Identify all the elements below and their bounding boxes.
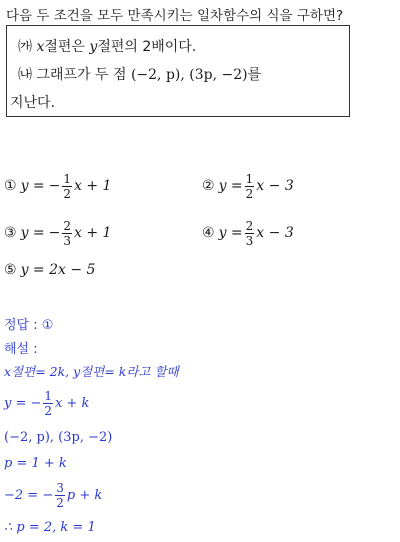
choice-4[interactable]	[202, 217, 294, 249]
choice-4-rest: x − 3	[256, 225, 294, 241]
choice-2-lhs: y =	[218, 178, 243, 194]
choice-2-rest: x − 3	[256, 178, 294, 194]
choice-1[interactable]	[4, 170, 111, 202]
choice-5[interactable]	[4, 254, 95, 286]
condition-2-mark: ㈏	[18, 67, 32, 83]
choice-1-rest: x + 1	[74, 178, 112, 194]
explanation-label: 해설 :	[4, 342, 38, 357]
choice-1-lhs: y =	[20, 178, 45, 194]
choice-4-fraction: $\frac{2}{3}$	[245, 218, 254, 248]
choice-3-lhs: y =	[20, 225, 45, 241]
question-title: 다음 두 조건을 모두 만족시키는 일차함수의 식을 구하면?	[6, 8, 344, 24]
choice-2[interactable]	[202, 170, 294, 202]
condition-2	[18, 64, 261, 84]
condition-1-var-y: y	[89, 39, 98, 55]
solution-line-4: p = 1 + k	[4, 456, 67, 471]
choice-3-fraction: $\frac{2}{3}$	[63, 218, 72, 248]
choice-3-rest: x + 1	[74, 225, 112, 241]
choice-1-fraction: $\frac{1}{2}$	[63, 171, 72, 201]
condition-1-text1: 절편은	[44, 39, 85, 55]
solution-line-2: y = − $\frac{1}{2}$ x + k	[4, 388, 90, 418]
condition-2-line2: 지난다.	[10, 95, 56, 111]
choice-2-number: ②	[202, 178, 215, 194]
condition-2-points: (−2, p), (3p, −2)	[130, 67, 248, 83]
condition-2-tail: 를	[247, 67, 262, 83]
choice-4-number: ④	[202, 225, 215, 241]
choice-3-sign: −	[48, 225, 61, 241]
condition-1-var-x: x	[36, 39, 45, 55]
choice-4-lhs: y =	[218, 225, 243, 241]
condition-1	[18, 36, 196, 56]
choice-5-expr: y = 2x − 5	[20, 262, 96, 278]
choice-5-number: ⑤	[4, 262, 17, 278]
solution-line-6: ∴ p = 2, k = 1	[4, 520, 96, 535]
condition-1-text2: 절편의 2배이다.	[97, 39, 197, 55]
choice-3-number: ③	[4, 225, 17, 241]
solution-line-1: x절편= 2k, y절편= k라고 할때	[4, 364, 179, 379]
choice-1-sign: −	[48, 178, 61, 194]
condition-2-text: 그래프가 두 점	[36, 67, 127, 83]
choice-2-fraction: $\frac{1}{2}$	[245, 171, 254, 201]
solution-line-3: (−2, p), (3p, −2)	[4, 430, 113, 445]
choice-1-number: ①	[4, 178, 17, 194]
solution-line-5: −2 = − $\frac{3}{2}$ p + k	[4, 480, 103, 510]
condition-1-mark: ㈎	[18, 39, 32, 55]
choice-3[interactable]	[4, 217, 111, 249]
solution-line-5-fraction: $\frac{3}{2}$	[56, 480, 64, 510]
answer-label: 정답 : ①	[4, 318, 54, 333]
solution-line-2-fraction: $\frac{1}{2}$	[44, 388, 53, 418]
